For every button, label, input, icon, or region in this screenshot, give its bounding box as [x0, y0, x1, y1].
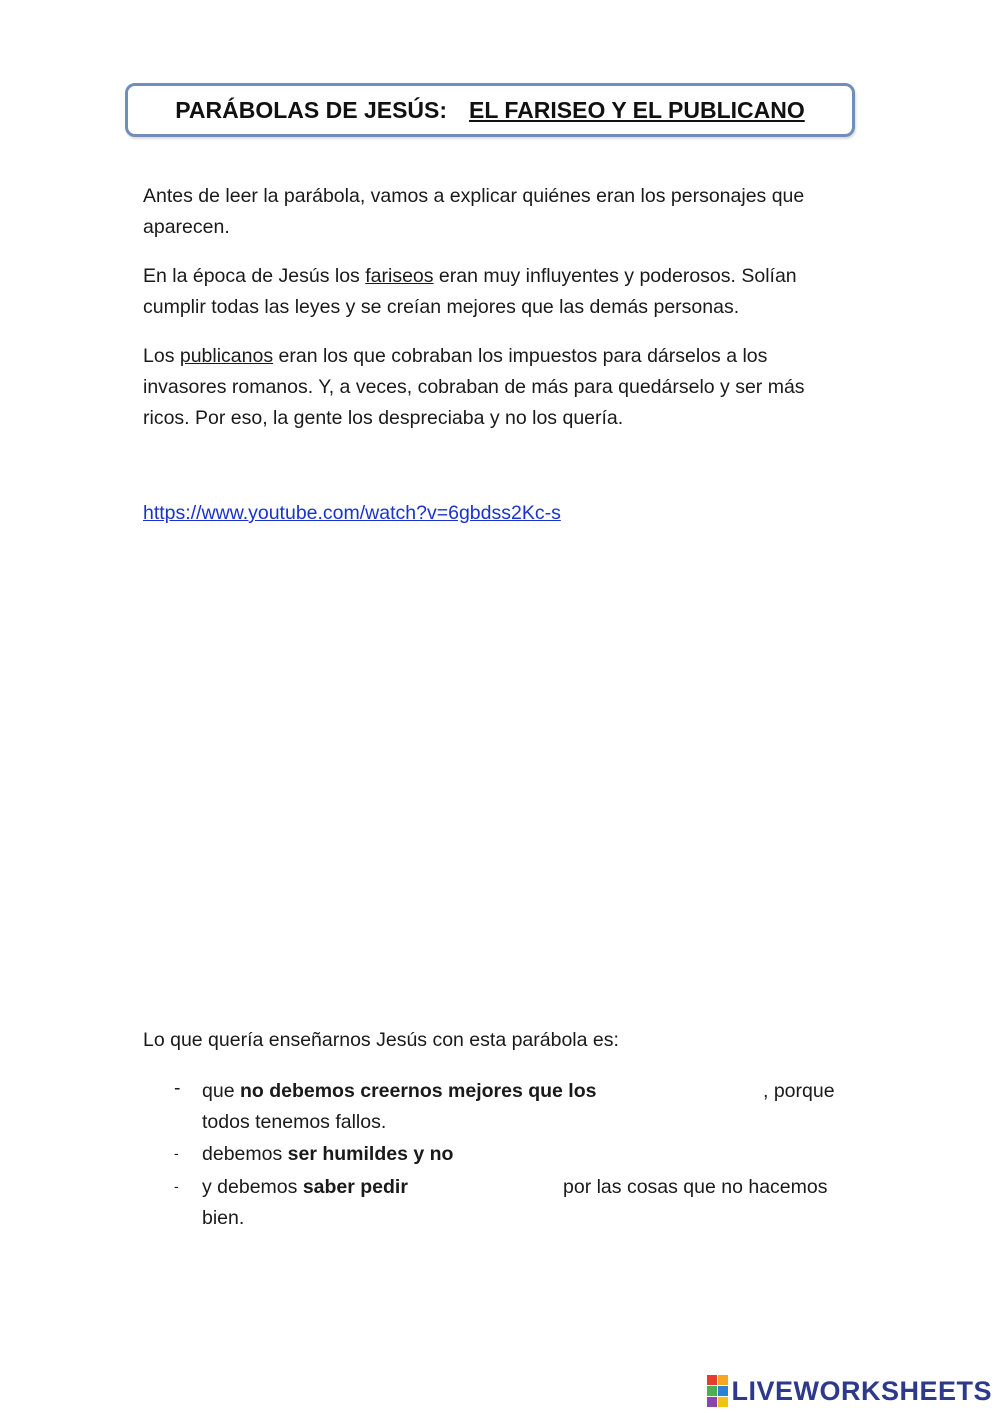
list-dash: - [174, 1077, 181, 1099]
p3-text-post: eran los que cobraban los impuestos para dárselos a los invasores romanos. Y, a veces, cobraban de más para quedárselo y ser más ricos. Por eso, la gente los despreciaba y no los quería. [143, 345, 805, 429]
item3-continuation: bien. [202, 1207, 245, 1229]
intro-paragraph-1: Antes de leer la parábola, vamos a explicar quiénes eran los personajes que aparecen. [143, 185, 805, 238]
list-item-1 [202, 1076, 597, 1107]
p2-text-pre: En la época de Jesús los [143, 265, 366, 287]
intro-paragraph-2 [143, 261, 853, 323]
p2-text-post: eran muy influyentes y poderosos. Solían cumplir todas las leyes y se creían mejores que las demás personas. [143, 265, 797, 318]
item1-continuation: todos tenemos fallos. [202, 1111, 387, 1133]
item1-bold: no debemos creernos mejores que los [239, 1080, 597, 1102]
list-dash: - [174, 1145, 179, 1161]
list-dash: - [174, 1178, 179, 1194]
logo-mark-icon [707, 1375, 728, 1407]
item2-bold: ser humildes y no [287, 1143, 454, 1165]
title-box [125, 83, 855, 137]
title-part1: PARÁBOLAS DE JESÚS: [175, 96, 448, 123]
lesson-intro: Lo que quería enseñarnos Jesús con esta parábola es: [143, 1029, 619, 1051]
item3-bold: saber pedir [302, 1176, 408, 1198]
item2-pre: debemos [202, 1143, 288, 1165]
item3-post: por las cosas que no hacemos [563, 1176, 828, 1198]
fariseos-term: fariseos [365, 265, 434, 287]
title-part2: EL FARISEO Y EL PUBLICANO [469, 96, 805, 123]
intro-paragraph-3 [143, 341, 853, 434]
list-item-3 [202, 1172, 408, 1203]
publicanos-term: publicanos [179, 345, 274, 367]
p3-text-pre: Los [143, 345, 180, 367]
youtube-video-link[interactable]: https://www.youtube.com/watch?v=6gbdss2Kc-s [143, 502, 561, 524]
list-item-2 [202, 1139, 453, 1170]
item1-pre: que [202, 1080, 240, 1102]
item1-post: , porque [763, 1080, 835, 1102]
liveworksheets-logo [707, 1375, 992, 1407]
logo-text: LIVEWORKSHEETS [731, 1375, 992, 1406]
item3-pre: y debemos [202, 1176, 303, 1198]
